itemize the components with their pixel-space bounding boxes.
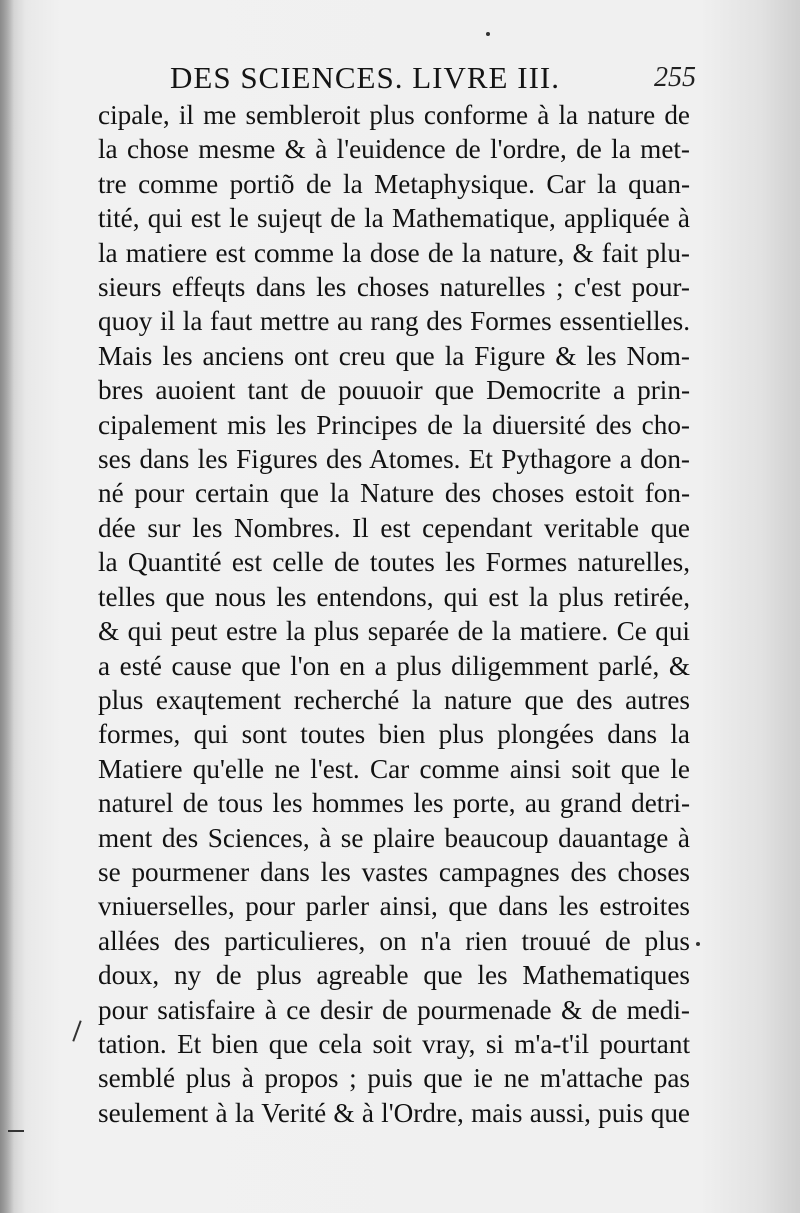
text-line: Mais les anciens ont creu que la Figure & les Nom- xyxy=(98,340,690,371)
text-line: quoy il la faut mettre au rang des Formes essentielles. xyxy=(98,306,690,337)
text-line: la matiere est comme la dose de la nature, & fait plu- xyxy=(98,237,690,268)
text-line: bres auoient tant de pouuoir que Democrite a prin- xyxy=(98,375,690,406)
text-line: dée sur les Nombres. Il est cependant veritable que xyxy=(98,512,690,543)
text-line: se pourmener dans les vastes campagnes des choses xyxy=(98,856,690,887)
text-line: tre comme portiõ de la Metaphysique. Car la quan- xyxy=(98,168,690,199)
text-line: semblé plus à propos ; puis que ie ne m'attache pas xyxy=(98,1063,690,1094)
text-line: seulement à la Verité & à l'Ordre, mais aussi, puis que xyxy=(98,1097,690,1128)
text-line: Matiere qu'elle ne l'est. Car comme ainsi soit que le xyxy=(98,753,690,784)
text-line: tation. Et bien que cela soit vray, si m'a-t'il pourtant xyxy=(98,1028,690,1059)
text-line: vniuerselles, pour parler ainsi, que dans les estroites xyxy=(98,891,690,922)
text-line: ment des Sciences, à se plaire beaucoup dauantage à xyxy=(98,822,690,853)
body-text xyxy=(98,98,690,1130)
margin-mark xyxy=(8,1130,24,1132)
text-line: plus exaɥtement recherché la nature que des autres xyxy=(98,684,690,715)
text-line: telles que nous les entendons, qui est la plus retirée, xyxy=(98,581,690,612)
text-line: pour satisfaire à ce desir de pourmenade & de medi- xyxy=(98,994,690,1025)
running-head: DES SCIENCES. LIVRE III. xyxy=(170,60,560,95)
margin-mark xyxy=(486,32,490,36)
text-line: cipalement mis les Principes de la diuersité des cho- xyxy=(98,409,690,440)
text-line: sieurs effeɥts dans les choses naturelles ; c'est pour- xyxy=(98,272,690,303)
text-line: cipale, il me sembleroit plus conforme à la nature de xyxy=(98,100,690,130)
text-line: a esté cause que l'on en a plus diligemment parlé, & xyxy=(98,650,690,681)
text-line: formes, qui sont toutes bien plus plongées dans la xyxy=(98,719,690,750)
text-line: & qui peut estre la plus separée de la matiere. Ce qui xyxy=(98,616,690,647)
margin-mark xyxy=(696,942,700,946)
text-line: doux, ny de plus agreable que les Mathematiques xyxy=(98,960,690,991)
margin-mark xyxy=(72,1020,81,1041)
text-line: allées des particulieres, on n'a rien trouué de plus xyxy=(98,925,690,956)
page-gutter-shadow xyxy=(0,0,14,1213)
text-line: naturel de tous les hommes les porte, au grand detri- xyxy=(98,788,690,819)
text-line: né pour certain que la Nature des choses estoit fon- xyxy=(98,478,690,509)
text-line: tité, qui est le sujeɥt de la Mathematique, appliquée à xyxy=(98,203,690,234)
page-header xyxy=(170,54,696,95)
text-line: ses dans les Figures des Atomes. Et Pythagore a don- xyxy=(98,444,690,475)
page-number: 255 xyxy=(654,62,696,93)
text-line: la chose mesme & à l'euidence de l'ordre, de la met- xyxy=(98,134,690,165)
text-line: la Quantité est celle de toutes les Formes naturelles, xyxy=(98,547,690,578)
